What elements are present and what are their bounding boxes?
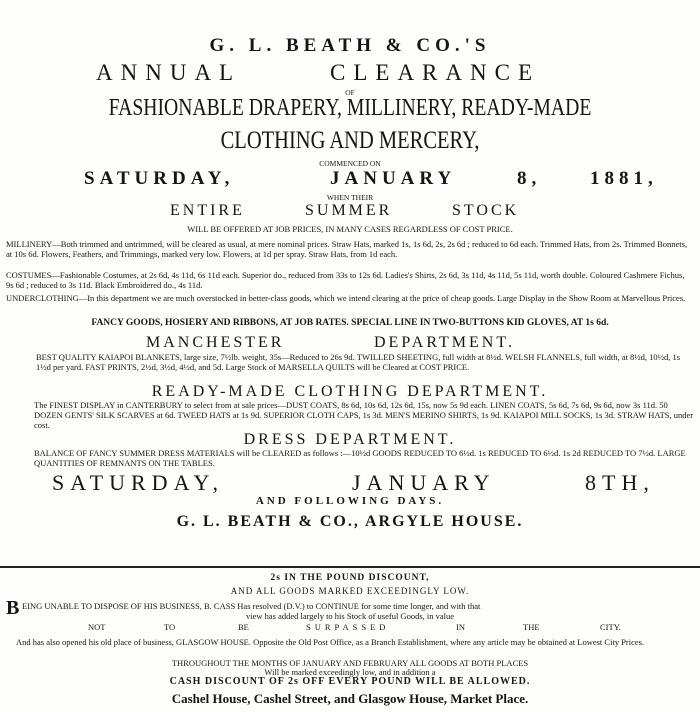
word-the: THE xyxy=(523,622,540,632)
word-city: CITY. xyxy=(600,622,621,632)
headline-clothing: CLOTHING AND MERCERY, xyxy=(220,127,480,154)
saturday-word: SATURDAY, xyxy=(52,470,224,495)
cass-line-2: view has added largely to his Stock of useful Goods, in value xyxy=(245,611,455,621)
millinery-paragraph: MILLINERY—Both trimmed and untrimmed, will be cleared as usual, at mere nominal prices. Straw Hats, marked 1s, 1s 6d, 2s, 2s 6d ; reduced to 6d each. Trimmed Hats, from 2s. Trimmed Bonnets, at 10s 6d. Flowers, Feathers, and Trimmings, marked very low. Flowers, at 1d per spray. Straw Hats, from 1d each. xyxy=(6,239,688,259)
entire-word: ENTIRE xyxy=(170,202,245,219)
word-to: TO xyxy=(164,622,176,632)
offered-line: WILL BE OFFERED AT JOB PRICES, IN MANY CASES REGARDLESS OF COST PRICE. xyxy=(187,224,513,234)
manchester-paragraph: BEST QUALITY KAIAPOI BLANKETS, large size, 7½lb. weight, 35s—Reduced to 26s 9d. TWILLED SHEETING, full width at 8½d. WELSH FLANNELS, full width, at 8½d, 10½d, 1s 1½d per yard. FAST PRINTS, 2½d, 3½d, 4½d, and 5d. Large Stock of MARSELLA QUILTS will be Cleared at COST PRICE. xyxy=(36,352,681,372)
fancy-goods-line: FANCY GOODS, HOSIERY AND RIBBONS, AT JOB RATES. SPECIAL LINE IN TWO-BUTTONS KID GLOVES, AT 1s 6d. xyxy=(91,318,609,328)
cass-line: EING UNABLE TO DISPOSE OF HIS BUSINESS, B. CASS Has resolved (D.V.) to CONTINUE for some time longer, and with that xyxy=(22,601,481,611)
when-their: WHEN THEIR xyxy=(326,193,374,202)
clearance-word: CLEARANCE xyxy=(330,60,540,85)
discount-line: 2s IN THE POUND DISCOUNT, xyxy=(270,573,430,583)
word-be: BE xyxy=(238,622,249,632)
months-line: THROUGHOUT THE MONTHS OF JANUARY AND FEBRUARY ALL GOODS AT BOTH PLACES xyxy=(171,658,529,668)
word-surpassed: SURPASSED xyxy=(306,622,390,632)
following-days: AND FOLLOWING DAYS. xyxy=(255,495,445,507)
date-day: SATURDAY, xyxy=(84,168,235,189)
readymade-paragraph: The FINEST DISPLAY in CANTERBURY to select from at sale prices—DUST COATS, 8s 6d, 10s 6d, 12s 6d, 15s, now 5s 9d each. LINEN COATS, 5s 6d, 7s 6d, 9s 6d, now 3s 11d. 50 DOZEN GENTS' SILK SCARVES at 6d. TWEED HATS at 1s 9d. SUPERIOR CLOTH CAPS, 1s 3d. MEN'S MERINO SHIRTS, 1s 9d. KAIAPOI MILL SOCKS, 1s 3d. STRAW HATS, under cost. xyxy=(34,400,694,430)
marked-line: AND ALL GOODS MARKED EXCEEDINGLY LOW. xyxy=(230,586,470,596)
annual-word: ANNUAL xyxy=(96,60,242,85)
costumes-paragraph: COSTUMES—Fashionable Costumes, at 2s 6d, 4s 11d, 6s 11d each. Superior do., reduced from 33s to 12s 6d. Ladies's Shirts, 2s 6d, 3s 11d, 4s 11d, 5s 11d, worth double. Coloured Cashmere Fichus, 9s 6d ; reduced to 3s 11d. Black Embroidered do., 4s 11d. xyxy=(6,270,685,290)
cash-discount-line: CASH DISCOUNT OF 2s OFF EVERY POUND WILL BE ALLOWED. xyxy=(169,676,531,687)
headline-drapery: FASHIONABLE DRAPERY, MILLINERY, READY-MADE xyxy=(108,95,592,121)
underclothing-paragraph: UNDERCLOTHING—In this department we are much overstocked in better-class goods, which we intend clearing at the price of cheap goods. Large Display in the Show Room at Marvellous Prices. xyxy=(6,293,686,303)
date-month: JANUARY xyxy=(330,168,457,189)
readymade-heading: READY-MADE CLOTHING DEPARTMENT. xyxy=(151,383,549,400)
divider-rule xyxy=(0,566,700,568)
commenced-on: COMMENCED ON xyxy=(319,159,381,168)
ad2-footer: Cashel House, Cashel Street, and Glasgow House, Market Place. xyxy=(171,691,529,706)
eighth-word: 8TH, xyxy=(585,470,655,495)
drop-cap: B xyxy=(6,597,20,619)
manchester-word: MANCHESTER xyxy=(146,334,285,351)
stock-word: STOCK xyxy=(452,202,520,219)
date-year: 1881, xyxy=(590,168,658,189)
marked-low-line: Will be marked exceedingly low, and in addition a xyxy=(264,667,436,677)
glasgow-paragraph: And has also opened his old place of business, GLASGOW HOUSE. Opposite the Old Post Office, as a Branch Establishment, where any article may be obtained at Lowest City Prices. xyxy=(16,637,645,647)
department-word: DEPARTMENT. xyxy=(374,334,515,351)
ad1-footer: G. L. BEATH & CO., ARGYLE HOUSE. xyxy=(176,513,524,530)
january-word: JANUARY xyxy=(352,470,496,495)
word-not: NOT xyxy=(88,622,106,632)
dress-heading: DRESS DEPARTMENT. xyxy=(243,431,457,448)
summer-word: SUMMER xyxy=(305,202,393,219)
date-number: 8, xyxy=(517,168,542,189)
word-in: IN xyxy=(456,622,465,632)
firm-name: G. L. BEATH & CO.'S xyxy=(209,35,491,56)
dress-paragraph: BALANCE OF FANCY SUMMER DRESS MATERIALS will be CLEARED as follows :—10½d GOODS REDUCED TO 6½d. 1s REDUCED TO 6½d. 1s 2d REDUCED TO 7½d. LARGE QUANTITIES OF REMNANTS ON THE TABLES. xyxy=(34,448,686,468)
of-word: OF xyxy=(345,88,355,97)
